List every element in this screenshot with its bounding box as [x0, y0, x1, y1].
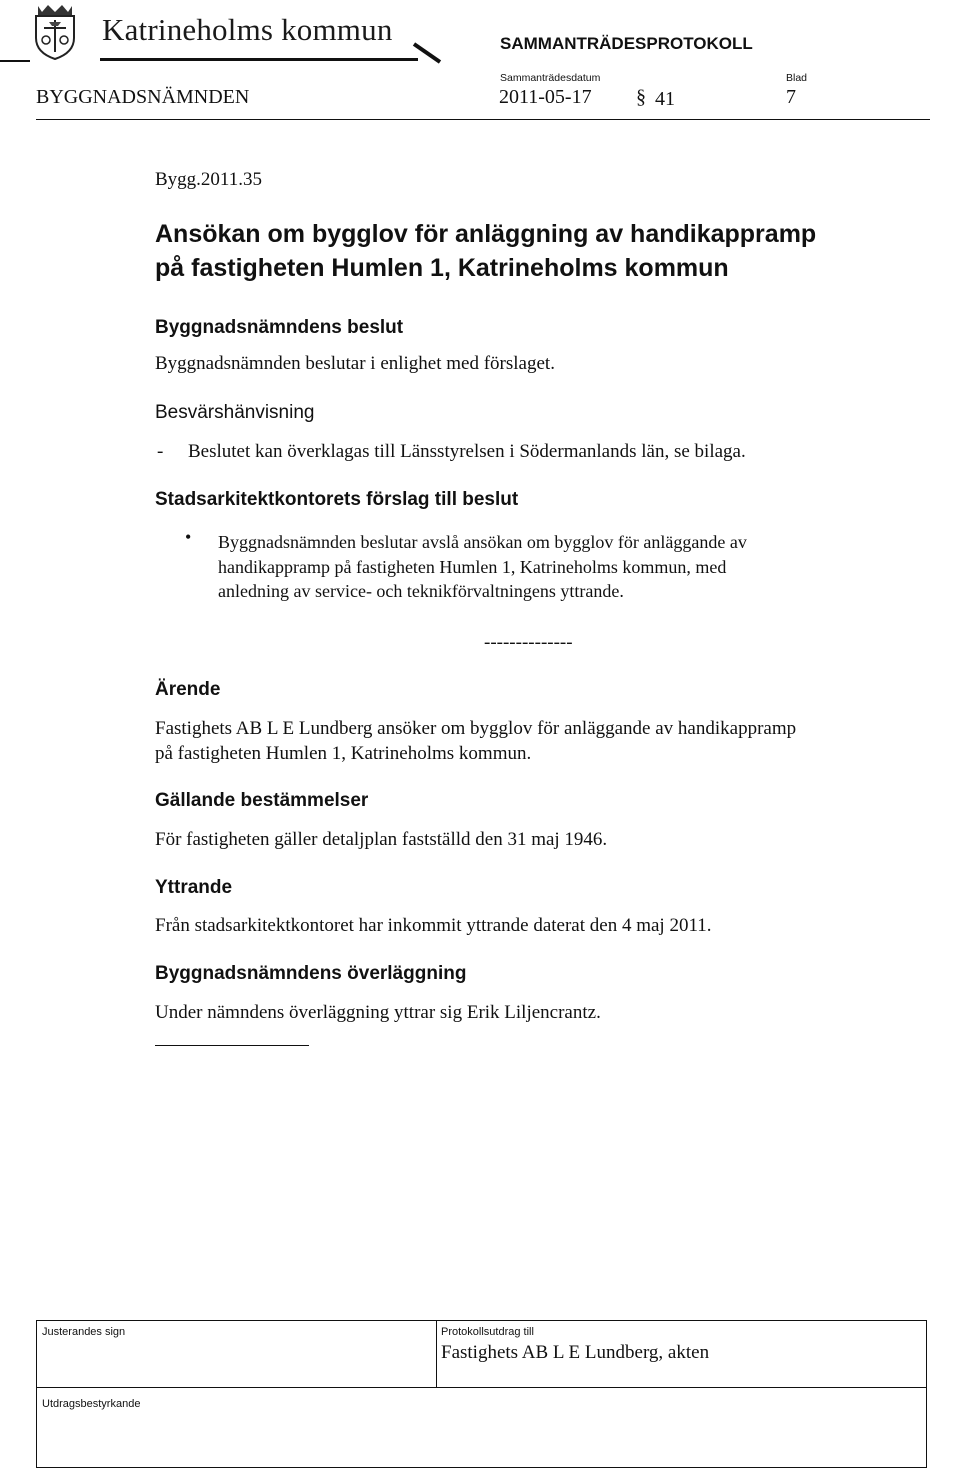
proposal-heading: Stadsarkitektkontorets förslag till beslut — [155, 489, 519, 510]
appeal-dash: - — [157, 441, 164, 462]
decision-heading: Byggnadsnämndens beslut — [155, 317, 404, 338]
section-separator: -------------- — [484, 632, 573, 653]
page-title-line-1: Ansökan om bygglov för anläggning av handikappramp — [155, 220, 817, 248]
paragraph-number: 41 — [655, 88, 675, 110]
document-type: SAMMANTRÄDESPROTOKOLL — [500, 34, 753, 53]
extract-certification-label: Utdragsbestyrkande — [42, 1398, 141, 1410]
rules-heading: Gällande bestämmelser — [155, 790, 369, 811]
errand-line-2: på fastigheten Humlen 1, Katrineholms kommun. — [155, 743, 532, 764]
end-rule — [155, 1045, 309, 1046]
decision-text: Byggnadsnämnden beslutar i enlighet med förslaget. — [155, 353, 555, 374]
proposal-line-2: handikappramp på fastigheten Humlen 1, Katrineholms kommun, med — [218, 556, 727, 577]
meeting-date-caption: Sammanträdesdatum — [500, 72, 601, 84]
committee-name: BYGGNADSNÄMNDEN — [36, 86, 250, 108]
deliberation-heading: Byggnadsnämndens överläggning — [155, 963, 467, 984]
errand-text — [155, 716, 796, 766]
municipality-logo-text: Katrineholms kommun — [102, 12, 393, 47]
errand-heading: Ärende — [155, 679, 221, 700]
extract-recipients-value: Fastighets AB L E Lundberg, akten — [441, 1342, 710, 1363]
header-rule — [36, 119, 930, 120]
page-caption: Blad — [786, 72, 808, 84]
logo-slash-icon — [412, 42, 442, 64]
municipal-coat-of-arms-icon — [32, 2, 78, 60]
appeal-heading: Besvärshänvisning — [155, 402, 315, 423]
statement-text: Från stadsarkitektkontoret har inkommit yttrande daterat den 4 maj 2011. — [155, 915, 712, 936]
appeal-text: Beslutet kan överklagas till Länsstyrelsen i Södermanlands län, se bilaga. — [188, 441, 746, 462]
statement-heading: Yttrande — [155, 877, 233, 898]
deliberation-text: Under nämndens överläggning yttrar sig Erik Liljencrantz. — [155, 1002, 601, 1023]
errand-line-1: Fastighets AB L E Lundberg ansöker om bygglov för anläggande av handikappramp — [155, 718, 797, 739]
logo-underline — [100, 58, 418, 61]
footer-divider-vertical — [436, 1320, 437, 1387]
paragraph-sign: § — [636, 86, 646, 108]
rules-text: För fastigheten gäller detaljplan fastställd den 31 maj 1946. — [155, 829, 608, 850]
extract-recipients-label: Protokollsutdrag till — [441, 1326, 534, 1338]
meeting-date: 2011-05-17 — [499, 86, 592, 108]
adjuster-sign-label: Justerandes sign — [42, 1326, 126, 1338]
page-title — [155, 217, 816, 285]
proposal-line-1: Byggnadsnämnden beslutar avslå ansökan om bygglov för anläggande av — [218, 532, 747, 552]
proposal-text — [218, 530, 747, 604]
header-left-rule — [0, 60, 30, 62]
bullet-icon: • — [185, 527, 192, 547]
page-title-line-2: på fastigheten Humlen 1, Katrineholms kommun — [155, 254, 729, 282]
proposal-line-3: anledning av service- och teknikförvaltningens yttrande. — [218, 581, 624, 601]
page-number: 7 — [786, 86, 796, 108]
footer-divider-horizontal — [36, 1387, 927, 1388]
case-number: Bygg.2011.35 — [155, 169, 262, 190]
